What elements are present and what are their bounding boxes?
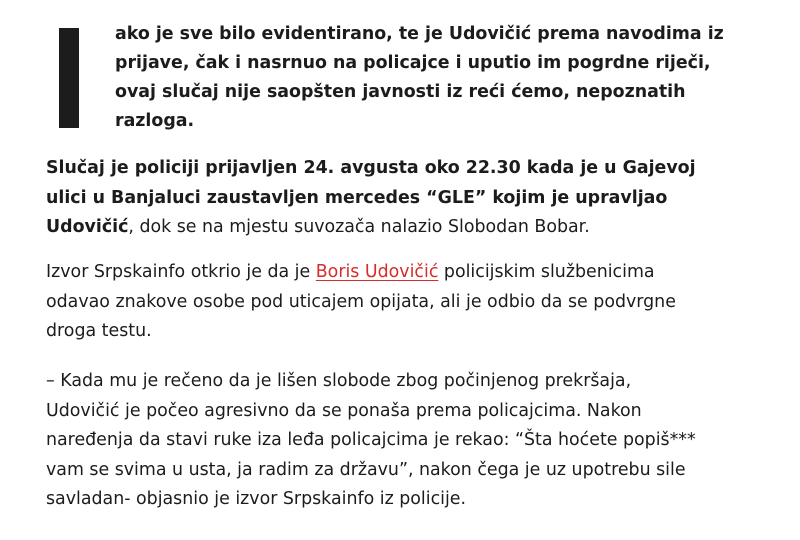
paragraph-text: policijskim službenicima bbox=[438, 262, 655, 282]
paragraph-text: odavao znakove osobe pod uticajem opijata, ali je odbio da se podvrgne bbox=[46, 291, 676, 312]
person-link[interactable]: Boris Udovičić bbox=[315, 262, 439, 282]
paragraph-text: Izvor Srpskainfo otkrio je da je bbox=[46, 262, 316, 282]
quote-line: Udovičić je počeo agresivno da se ponaša prema policajcima. Nakon bbox=[46, 400, 642, 421]
paragraph-text: , dok se na mjestu suvozača nalazio Slobodan Bobar. bbox=[128, 217, 590, 237]
bold-name: Udovičić bbox=[46, 217, 129, 237]
paragraph-text: droga testu. bbox=[46, 321, 152, 341]
quote-line: savladan- objasnio je izvor Srpskainfo iz policije. bbox=[46, 489, 467, 509]
bold-text: Slučaj je policiji prijavljen 24. avgusta oko 22.30 kada je u Gajevoj bbox=[46, 158, 696, 178]
paragraph-source bbox=[46, 258, 796, 347]
lead-line: prijave, čak i nasrnuo na policajce i uputio im pogrdne riječi, bbox=[115, 53, 711, 73]
paragraph-report bbox=[46, 154, 796, 243]
drop-cap-bar bbox=[59, 28, 79, 128]
quote-line: – Kada mu je rečeno da je lišen slobode zbog počinjenog prekršaja, bbox=[46, 371, 632, 391]
lead-line: razloga. bbox=[115, 111, 195, 131]
quote-line: naređenja da stavi ruke iza leđa policajcima je rekao: “Šta hoćete popiš*** bbox=[46, 430, 696, 450]
quote-line: vam se svima u usta, ja radim za državu”, nakon čega je uz upotrebu sile bbox=[46, 459, 686, 480]
lead-line: ako je sve bilo evidentirano, te je Udovičić prema navodima iz bbox=[115, 24, 724, 44]
lead-line: ovaj slučaj nije saopšten javnosti iz reći ćemo, nepoznatih bbox=[115, 82, 686, 102]
lead-paragraph bbox=[115, 20, 795, 136]
bold-text: ulici u Banjaluci zaustavljen mercedes “GLE” kojim je upravljao bbox=[46, 187, 668, 208]
paragraph-quote bbox=[46, 367, 796, 515]
